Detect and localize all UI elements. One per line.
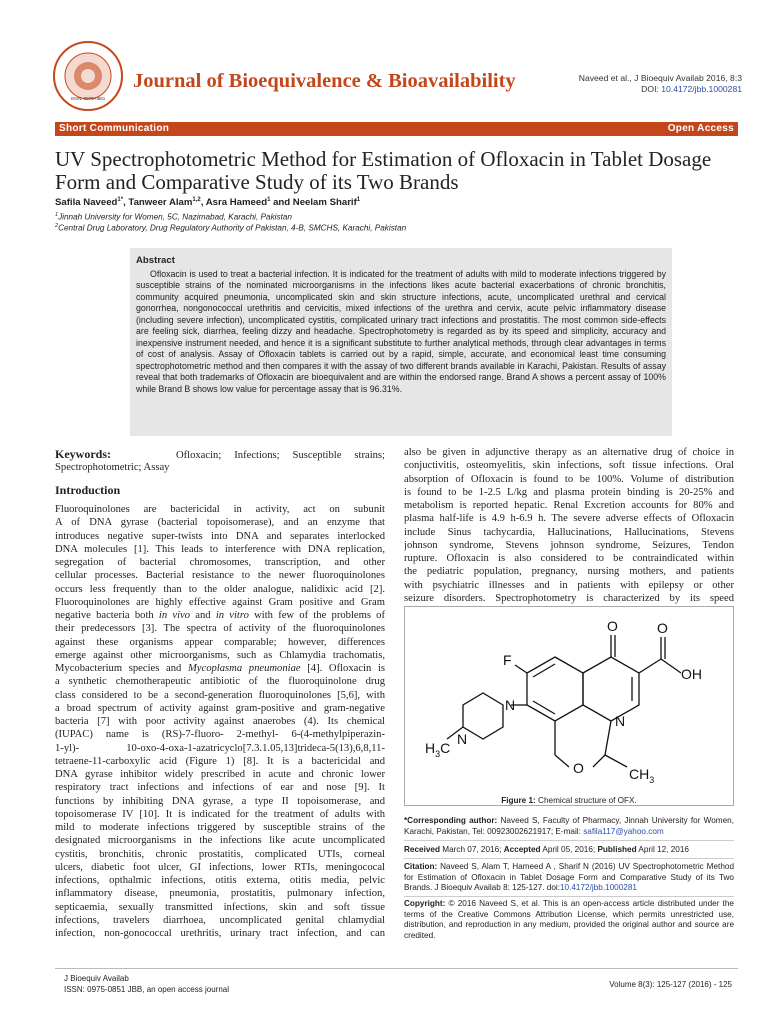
corresponding-author: *Corresponding author: Naveed S, Faculty of Pharmacy, Jinnah University for Women, Karachi, Pakistan, Tel: 00923002621917; E-mail: safila117@yahoo.com	[404, 816, 734, 836]
atom-o-acid: O	[657, 620, 668, 636]
text-line: functions by inhibiting DNA gyrase, a type II topoisomerase, and	[55, 795, 385, 807]
text-line: with psychiatric illnesses and in patients with epilepsy or other	[404, 579, 734, 591]
text-line: the pediatric population, pregnancy, nursing mothers, and patients	[404, 566, 734, 578]
keywords-line-1: Keywords: Ofloxacin; Infections; Susceptible strains;	[55, 447, 385, 461]
citation-header	[579, 73, 742, 95]
author-name: Safila Naveed	[55, 197, 118, 209]
text-line: DNA gyrase inhibitor widely prescribed in acute and chronic lower	[55, 769, 385, 780]
text-line: class considered to be a second-generation fluoroquinolones [5,6], with	[55, 689, 385, 701]
keywords-label: Keywords:	[55, 447, 111, 461]
footer-journal: J Bioequiv Availab	[64, 974, 129, 983]
text-line: Fluoroquinolones are highly effective against Gram positive and Gram	[55, 596, 385, 608]
author-name: Neelam Sharif	[292, 197, 357, 209]
journal-name: Journal of Bioequivalence & Bioavailability	[133, 70, 516, 92]
text-line: infections, travelers diarrhoea, uncomplicated genital chlamydial	[55, 914, 385, 926]
article-title: UV Spectrophotometric Method for Estimation of Ofloxacin in Tablet Dosage Form and Comparative Study of its Two Brands	[55, 147, 712, 194]
citation-doi-link[interactable]: 10.4172/jbb.1000281	[559, 883, 637, 893]
text-line: DNA molecules [1]. This leads to interference with DNA replication,	[55, 543, 385, 555]
logo-issn: ISSN: 0975-0851	[70, 96, 106, 101]
text-line: negative bacteria both in vivo and in vitro with few of the problems of	[55, 610, 385, 621]
text-line: segregation of bacterial chromosomes, transcription, and other	[55, 557, 385, 568]
atom-oh: OH	[681, 666, 702, 682]
text-line: designated microorganisms in the infections like acute uncomplicated	[55, 835, 385, 847]
text-line: a synthetic chemotherapeutic antibiotic of the fluoroquinolone drug	[55, 676, 385, 688]
open-access-label: Open Access	[667, 123, 734, 134]
introduction-heading: Introduction	[55, 483, 121, 497]
atom-n-ring: N	[615, 713, 626, 729]
doi-link[interactable]: 10.4172/jbb.1000281	[661, 84, 742, 94]
figure-1-structure	[404, 606, 734, 806]
affiliation-2: $^2$Central Drug Laboratory, Drug Regulatory Authority of Pakistan, 4-B, SMCHS, Karachi, Pakistan	[55, 223, 407, 233]
atom-h3c: $H_3C$	[425, 740, 451, 759]
introduction-left-column	[55, 503, 385, 940]
text-line: plasma half-life is 4.9 h-6.9 h. The severe adverse effects of Ofloxacin	[404, 513, 734, 525]
text-line: infection, non-gonococcal urethritis, urinary tract infection, and can	[55, 928, 385, 939]
text-line: their predecessors [3]. The spectra of activity of the fluoroquinolones	[55, 623, 385, 635]
text-line: emerge against other microorganisms, such as Chlamydia trachomatis,	[55, 649, 385, 661]
atom-n-piperazine: N	[505, 697, 516, 713]
keywords-line-2: Spectrophotometric; Assay	[55, 462, 170, 473]
divider	[404, 896, 734, 897]
text-line: a broad spectrum of activity against gram-positive and gram-negative	[55, 702, 385, 714]
text-line: inflammatory disease, pneumonia, prostatitis, pulmonary infection,	[55, 888, 385, 900]
atom-o-ketone: O	[607, 618, 618, 634]
article-type-banner	[55, 122, 738, 136]
text-line: infections, opthalmic infections, otitis externa, otitis media, pelvic	[55, 875, 385, 886]
footer-issn: ISSN: 0975-0851 JBB, an open access journal	[64, 985, 229, 994]
publication-dates: Received March 07, 2016; Accepted April 05, 2016; Published April 12, 2016	[404, 845, 689, 854]
text-line: absorption of Ofloxacin is found to be 100%. Volume of distribution	[404, 473, 734, 485]
journal-logo	[52, 40, 124, 112]
text-line: conjuctivitis, osteomyelitis, skin infections, soft tissue infections. Oral	[404, 460, 734, 472]
text-line: is found to be 1-2.5 L/kg and plasma protein binding is 20-25% and	[404, 486, 734, 498]
ofloxacin-structure-diagram	[405, 607, 733, 805]
text-line: (IUPAC) name is (RS)-7-fluoro- 2-methyl- 6-(4-methylpiperazin-	[55, 729, 385, 741]
copyright-block: Copyright: © 2016 Naveed S, et al. This is an open-access article distributed under the terms of the Creative Commons Attribution License, which permits unrestricted use, distribution, and reproduction in any medium, provided the original author and source are credited.	[404, 899, 734, 940]
text-line: 1-yl)- 10-oxo-4-oxa-1-azatricyclo[7.3.1.05,13]trideca-5(13),6,8,11-	[55, 742, 385, 754]
atom-ch3: $CH_3$	[629, 766, 655, 785]
text-line: cellular processes. Bacterial resistance to the newer fluoroquinolones	[55, 570, 385, 582]
abstract-heading: Abstract	[136, 255, 175, 266]
affiliation-1: $^1$Jinnah University for Women, 5C, Nazimabad, Karachi, Pakistan	[55, 212, 292, 222]
atom-fluorine: F	[503, 652, 512, 668]
author-list: Safila Naveed$^{1*}$, Tanweer Alam$^{1,2}$, Asra Hameed$^1$ and Neelam Sharif$^1$	[55, 197, 361, 209]
text-line: occurs less frequently than to the older analogue, nalidixic acid [2].	[55, 583, 385, 595]
article-type: Short Communication	[59, 123, 170, 134]
atom-n-methyl: N	[457, 731, 468, 747]
text-line: seizure disorders. Spectrophotometry is characterized by its speed	[404, 592, 734, 604]
abstract-text: Ofloxacin is used to treat a bacterial infection. It is indicated for the treatment of adults with mild to moderate infections triggered by susceptible strains of the nominated microorganisms in the infections likes acute bacterial exacerbations of chronic bronchitis, community acquired pneumonia, uncomplicated skin and skin structure infections, acute, uncomplicated urethral and cervical gonorrhea, nongonococcal urethritis and cervicitis, mixed infections of the urethra and cervix, acute pelvic inflammatory disease (including severe infection), uncomplicated cystitis, complicated urinary tract infections and prostatitis. The most common side-effects are feeling sick, diarrhea, feeling dizzy and headache. Spectrophotometry is regarded as by its speed and simplicity, accuracy and inexpensive instrument needed, and hence it is a significant substitute to further analytical methods, through clear advantages in terms of cost of analysis. Assay of Ofloxacin tablets is carried out by a rapid, simple, accurate, and economical least time consuming spectrophotometric method and then compares it with the assay of two different brands available in Karachi, Pakistan. Results of assay reveal that both trademarks of Ofloxacin are bioequivalent and are within the endorsed range. Brand A shows a percent assay of 100% while Brand B shows low value for percentage assay that is 96.31%.	[136, 268, 666, 394]
doi-label: DOI:	[641, 84, 662, 94]
author-email-link[interactable]: safila117@yahoo.com	[583, 826, 664, 836]
divider	[404, 858, 734, 859]
figure-1-caption: Figure 1: Chemical structure of OFX.	[501, 796, 637, 805]
author-name: Tanweer Alam	[128, 197, 193, 209]
text-line: respiratory tract infections and infections of ear and nose [9]. It	[55, 782, 385, 794]
text-line: Mycobacterium species and Mycoplasma pneumoniae [4]. Ofloxacin is	[55, 663, 385, 674]
doi-line	[579, 84, 742, 95]
citation-block: Citation: Naveed S, Alam T, Hameed A , Sharif N (2016) UV Spectrophotometric Method for Estimation of Ofloxacin in Tablet Dosage Form and Comparative Study of its Two Brands. J Bioequiv Availab 8: 125-127. doi:10.4172/jbb.1000281	[404, 862, 734, 893]
atom-o-ether: O	[573, 760, 584, 776]
text-line: A of DNA gyrase (bacterial topoisomerase), and an enzyme that	[55, 517, 385, 529]
text-line: johnson syndrome, Stevens johnson syndrome, Seizures, Tendon	[404, 539, 734, 551]
divider	[404, 840, 734, 841]
text-line: introduces negative super-twists into DNA and separates interlocked	[55, 530, 385, 542]
text-line: metabolism is reported hepatic. Renal Excretion accounts for 80% and	[404, 500, 734, 511]
footer-journal-info	[64, 973, 229, 995]
footer-volume: Volume 8(3): 125-127 (2016) - 125	[609, 980, 732, 989]
footer-divider	[55, 968, 738, 969]
text-line: topoisomerase IV [10]. It is indicated for the treatment of adults with	[55, 808, 385, 820]
text-line: Fluoroquinolones are bactericidal in activity, act on subunit	[55, 504, 385, 515]
text-line: septicaemia, sexually transmitted infections, skin and soft tissue	[55, 901, 385, 913]
text-line: tetraene-11-carboxylic acid (Figure 1) [8]. It is a bactericidal and	[55, 755, 385, 767]
text-line: also be given in adjunctive therapy as an alternative drug of choice in	[404, 447, 734, 458]
text-line: include Sinus tachycardia, Hallucinations, Hallucinations, Stevens	[404, 526, 734, 538]
text-line: against these organisms appear comparable; however, differences	[55, 636, 385, 648]
text-line: rupture. Ofloxacin is also considered to be contraindicated within	[404, 553, 734, 564]
text-line: cystitis, bronchitis, chronic prostatitis, complicated UTIs, corneal	[55, 848, 385, 860]
citation-text: Naveed et al., J Bioequiv Availab 2016, 8:3	[578, 73, 742, 83]
text-line: ulcers, diabetic foot ulcer, GI infections, lower RTIs, meningococal	[55, 861, 385, 873]
author-name: Asra Hameed	[205, 197, 268, 209]
abstract-box	[130, 248, 672, 436]
text-line: mild to moderate infections triggered by susceptible strains of the	[55, 822, 385, 833]
introduction-right-column	[404, 446, 734, 605]
text-line: bacteria [7] with poor activity against anaerobes (4). Its chemical	[55, 716, 385, 727]
